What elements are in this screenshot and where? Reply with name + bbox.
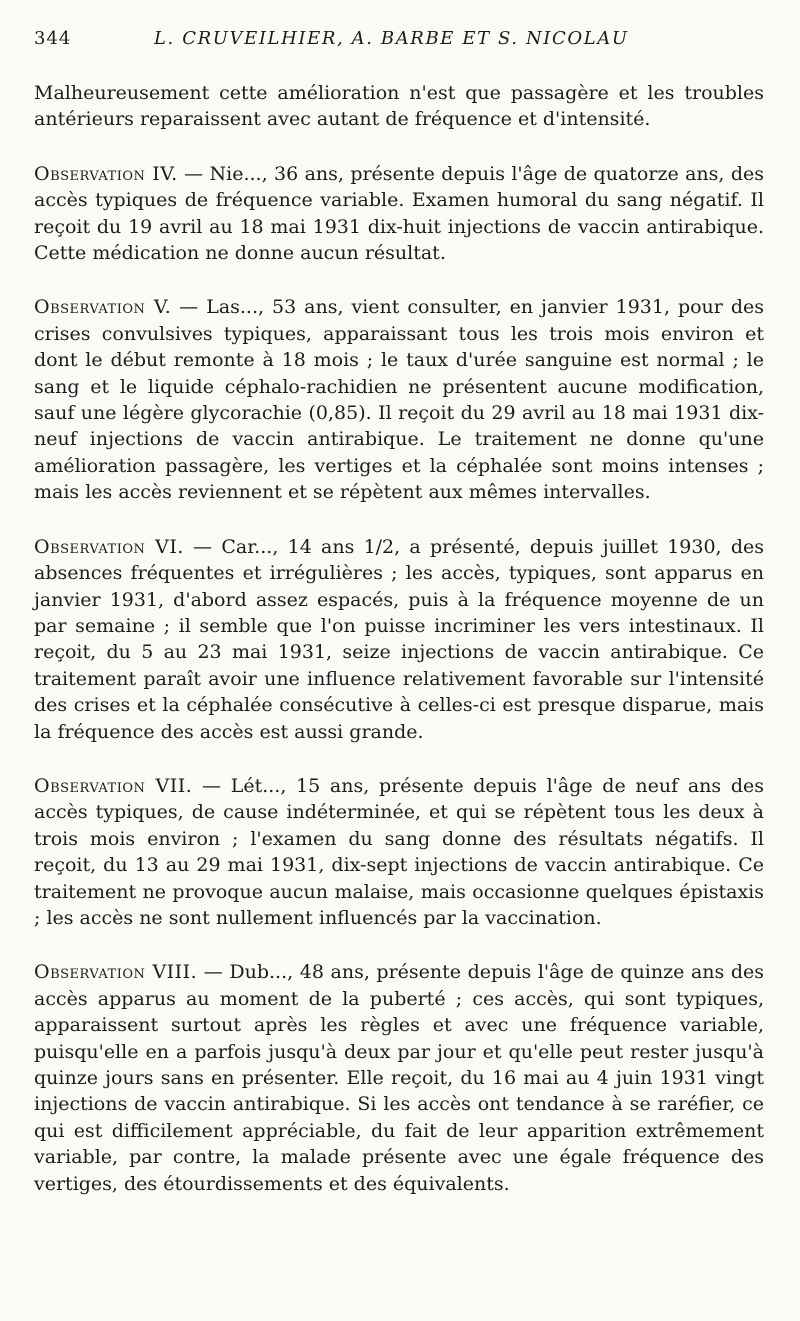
running-title: L. CRUVEILHIER, A. BARBE ET S. NICOLAU	[154, 28, 629, 49]
observation-label: Observation VIII.	[34, 961, 198, 984]
observation-label: Observation IV.	[34, 162, 178, 185]
body-text	[34, 80, 764, 1197]
observation-text: — Dub..., 48 ans, présente depuis l'âge de quinze ans des accès apparus au moment de la puberté ; ces accès, qui sont typiques, apparaissent surtout après les règles et avec une fréquence variable, puisqu'elle en a parfois jusqu'à deux par jour et qu'elle peut rester jusqu'à quinze jours sans en présenter. Elle reçoit, du 16 mai au 4 juin 1931 vingt injections de vaccin antirabique. Si les accès ont tendance à se raréfier, ce qui est difficilement appréciable, du fait de leur apparition extrêmement variable, par contre, la malade présente avec une égale fréquence des vertiges, des étourdissements et des équivalents.	[34, 961, 764, 1195]
observation-text: — Nie..., 36 ans, présente depuis l'âge de quatorze ans, des accès typiques de fréquence variable. Examen humoral du sang négatif. Il reçoit du 19 avril au 18 mai 1931 dix-huit injections de vaccin antirabique. Cette médication ne donne aucun résultat.	[34, 162, 764, 265]
observation-text: — Lét..., 15 ans, présente depuis l'âge de neuf ans des accès typiques, de cause indéterminée, et qui se répètent tous les deux à trois mois environ ; l'examen du sang donne des résultats négatifs. Il reçoit, du 13 au 29 mai 1931, dix-sept injections de vaccin antirabique. Ce traitement ne provoque aucun malaise, mais occasionne quelques épistaxis ; les accès ne sont nullement influencés par la vaccination.	[34, 774, 764, 929]
page	[34, 28, 764, 1197]
running-head	[34, 28, 764, 62]
observation-v	[34, 294, 764, 505]
observation-label: Observation VI.	[34, 535, 184, 558]
observation-viii	[34, 959, 764, 1197]
page-number: 344	[34, 28, 72, 49]
observation-iv	[34, 161, 764, 267]
paragraph-text: Malheureusement cette amélioration n'est que passagère et les troubles antérieurs reparaissent avec autant de fréquence et d'intensité.	[34, 82, 764, 131]
observation-text: — Car..., 14 ans 1/2, a présenté, depuis juillet 1930, des absences fréquentes et irrégulières ; les accès, typiques, sont apparus en janvier 1931, d'abord assez espacés, puis à la fréquence moyenne de un par semaine ; il semble que l'on puisse incriminer les vers intestinaux. Il reçoit, du 5 au 23 mai 1931, seize injections de vaccin antirabique. Ce traitement paraît avoir une influence relativement favorable sur l'intensité des crises et la céphalée consécutive à celles-ci est presque disparue, mais la fréquence des accès est aussi grande.	[34, 535, 764, 743]
paragraph-intro	[34, 80, 764, 133]
observation-text: — Las..., 53 ans, vient consulter, en janvier 1931, pour des crises convulsives typiques, apparaissant tous les trois mois environ et dont le début remonte à 18 mois ; le taux d'urée sanguine est normal ; le sang et le liquide céphalo-rachidien ne présentent aucune modification, sauf une légère glycorachie (0,85). Il reçoit du 29 avril au 18 mai 1931 dix-neuf injections de vaccin antirabique. Le traitement ne donne qu'une amélioration passagère, les vertiges et la céphalée sont moins intenses ; mais les accès reviennent et se répètent aux mêmes intervalles.	[34, 296, 764, 504]
observation-vii	[34, 773, 764, 931]
observation-label: Observation V.	[34, 296, 172, 319]
observation-vi	[34, 534, 764, 745]
observation-label: Observation VII.	[34, 774, 193, 797]
